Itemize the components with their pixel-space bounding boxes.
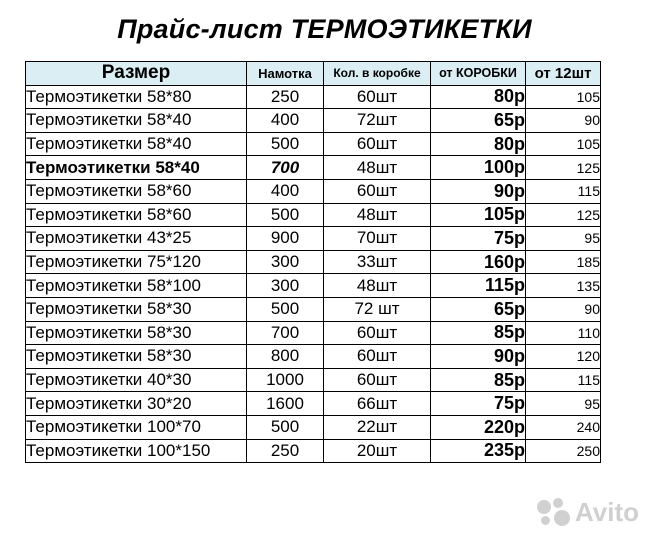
cell-name: Термоэтикетки 75*120 [26,250,247,274]
header-qty-in-box: Кол. в коробке [324,62,431,86]
cell-qty: 60шт [324,179,431,203]
cell-qty: 70шт [324,227,431,251]
cell-box-price: 65р [431,297,526,321]
cell-name: Термоэтикетки 58*30 [26,297,247,321]
cell-box-price: 80р [431,85,526,109]
cell-qty: 72 шт [324,297,431,321]
table-row [26,345,601,369]
cell-price-12: 95 [526,227,601,251]
cell-price-12: 120 [526,345,601,369]
table-row [26,109,601,133]
header-price-12: от 12шт [526,62,601,86]
cell-qty: 60шт [324,321,431,345]
cell-price-12: 135 [526,274,601,298]
cell-price-12: 125 [526,203,601,227]
table-row [26,250,601,274]
cell-name: Термоэтикетки 40*30 [26,368,247,392]
cell-qty: 60шт [324,345,431,369]
table-row [26,85,601,109]
cell-price-12: 250 [526,439,601,463]
cell-qty: 48шт [324,156,431,180]
table-row [26,156,601,180]
cell-price-12: 110 [526,321,601,345]
cell-name: Термоэтикетки 43*25 [26,227,247,251]
cell-price-12: 115 [526,368,601,392]
cell-qty: 66шт [324,392,431,416]
cell-winding: 1000 [247,368,324,392]
cell-name: Термоэтикетки 58*40 [26,156,247,180]
cell-price-12: 90 [526,297,601,321]
cell-name: Термоэтикетки 58*30 [26,345,247,369]
avito-watermark [537,497,639,528]
cell-winding: 300 [247,250,324,274]
cell-box-price: 85р [431,368,526,392]
cell-box-price: 75р [431,392,526,416]
table-row [26,274,601,298]
cell-price-12: 105 [526,132,601,156]
cell-qty: 33шт [324,250,431,274]
price-rows [26,85,601,463]
table-row [26,203,601,227]
cell-winding: 500 [247,132,324,156]
cell-winding: 300 [247,274,324,298]
cell-name: Термоэтикетки 58*60 [26,203,247,227]
cell-winding: 800 [247,345,324,369]
cell-qty: 60шт [324,368,431,392]
table-row [26,439,601,463]
cell-qty: 20шт [324,439,431,463]
cell-qty: 22шт [324,415,431,439]
table-row [26,179,601,203]
cell-qty: 48шт [324,274,431,298]
table-row [26,132,601,156]
cell-name: Термоэтикетки 58*80 [26,85,247,109]
cell-box-price: 100р [431,156,526,180]
cell-price-12: 95 [526,392,601,416]
cell-box-price: 80р [431,132,526,156]
cell-winding: 1600 [247,392,324,416]
table-row [26,392,601,416]
cell-winding: 500 [247,203,324,227]
cell-name: Термоэтикетки 58*40 [26,109,247,133]
cell-price-12: 240 [526,415,601,439]
cell-name: Термоэтикетки 100*70 [26,415,247,439]
table-row [26,227,601,251]
cell-box-price: 85р [431,321,526,345]
cell-qty: 60шт [324,132,431,156]
cell-price-12: 90 [526,109,601,133]
table-row [26,297,601,321]
cell-qty: 48шт [324,203,431,227]
cell-winding: 250 [247,85,324,109]
cell-box-price: 90р [431,345,526,369]
cell-box-price: 75р [431,227,526,251]
table-header-row [26,62,601,86]
cell-price-12: 125 [526,156,601,180]
cell-name: Термоэтикетки 100*150 [26,439,247,463]
table-row [26,321,601,345]
cell-winding: 700 [247,156,324,180]
cell-name: Термоэтикетки 58*60 [26,179,247,203]
cell-winding: 400 [247,179,324,203]
cell-box-price: 90р [431,179,526,203]
table-row [26,368,601,392]
price-table [25,61,601,463]
cell-price-12: 185 [526,250,601,274]
header-winding: Намотка [247,62,324,86]
cell-qty: 72шт [324,109,431,133]
header-size: Размер [26,62,247,86]
watermark-text: Avito [574,497,639,527]
cell-name: Термоэтикетки 58*100 [26,274,247,298]
cell-price-12: 115 [526,179,601,203]
cell-box-price: 65р [431,109,526,133]
cell-winding: 500 [247,297,324,321]
cell-winding: 700 [247,321,324,345]
header-box-price: от КОРОБКИ [431,62,526,86]
cell-name: Термоэтикетки 58*30 [26,321,247,345]
cell-box-price: 220р [431,415,526,439]
cell-name: Термоэтикетки 30*20 [26,392,247,416]
cell-qty: 60шт [324,85,431,109]
cell-winding: 900 [247,227,324,251]
cell-winding: 400 [247,109,324,133]
cell-box-price: 160р [431,250,526,274]
cell-box-price: 115р [431,274,526,298]
table-row [26,415,601,439]
cell-winding: 250 [247,439,324,463]
cell-box-price: 105р [431,203,526,227]
cell-box-price: 235р [431,439,526,463]
cell-winding: 500 [247,415,324,439]
cell-price-12: 105 [526,85,601,109]
cell-name: Термоэтикетки 58*40 [26,132,247,156]
page-title: Прайс-лист ТЕРМОЭТИКЕТКИ [117,14,532,44]
avito-logo-icon [537,498,571,528]
